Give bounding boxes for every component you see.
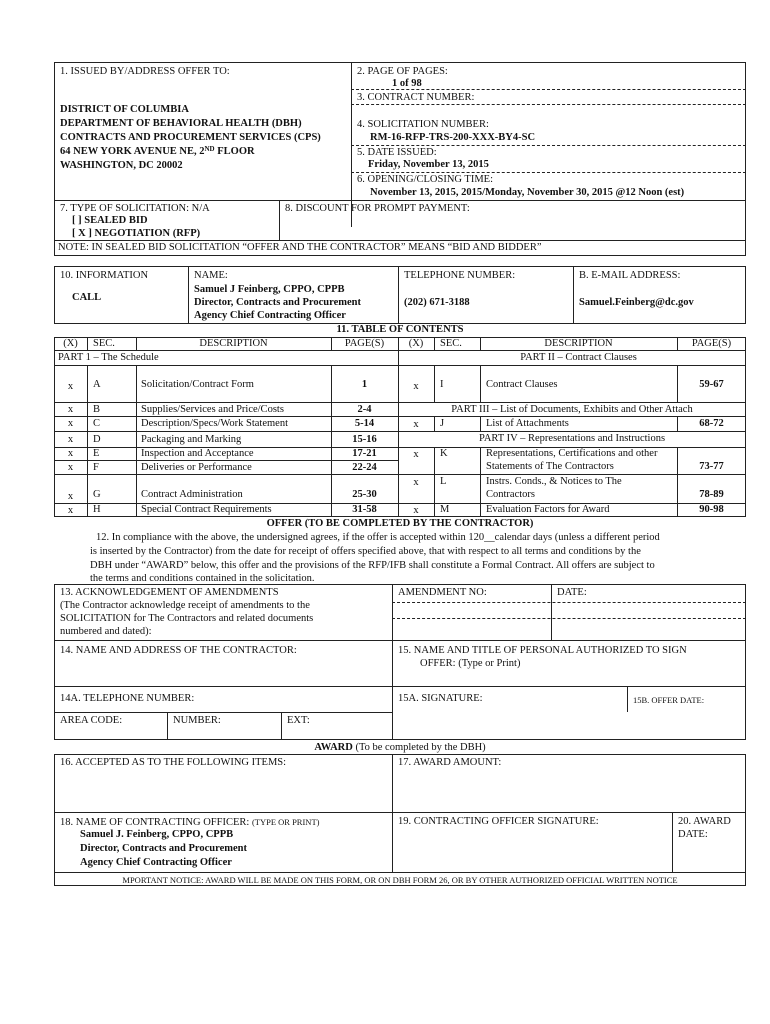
email-label: B. E-MAIL ADDRESS: — [579, 270, 681, 281]
toc-row-description: Inspection and Acceptance — [141, 448, 254, 459]
toc-row-x: x — [67, 448, 74, 459]
contact-title: Director, Contracts and Procurement — [194, 297, 361, 308]
opening-closing-time: November 13, 2015, 2015/Monday, November 30, 2015 @12 Noon (est) — [370, 187, 685, 198]
discount-label: 8. DISCOUNT FOR PROMPT PAYMENT: — [285, 203, 470, 214]
name-label: NAME: — [194, 270, 228, 281]
contact-title: Agency Chief Contracting Officer — [194, 310, 346, 321]
toc-row-x: x — [413, 477, 419, 488]
toc-part-3: PART III – List of Documents, Exhibits and Other Attach — [451, 404, 693, 415]
toc-row-sec: B — [93, 404, 101, 415]
telephone-label: TELEPHONE NUMBER: — [404, 270, 516, 281]
issuer-line: DEPARTMENT OF BEHAVIORAL HEALTH (DBH) — [60, 118, 302, 129]
contracting-officer-label: 18. NAME OF CONTRACTING OFFICER: (TYPE OR PRINT) — [60, 817, 320, 828]
toc-row-pages: 22-24 — [352, 462, 377, 473]
date-issued: Friday, November 13, 2015 — [368, 159, 489, 170]
amendments-text: numbered and dated): — [60, 626, 152, 637]
solicitation-number: RM-16-RFP-TRS-200-XXX-BY4-SC — [370, 132, 536, 143]
toc-row-pages: 1 — [361, 379, 368, 390]
authorized-signer-label-cont: OFFER: (Type or Print) — [420, 658, 521, 669]
ext-label: EXT: — [287, 715, 310, 726]
award-amount-label: 17. AWARD AMOUNT: — [398, 757, 502, 768]
toc-row-pages: 78-89 — [699, 489, 724, 500]
offer-title: OFFER (TO BE COMPLETED BY THE CONTRACTOR) — [266, 518, 534, 529]
toc-header-sec: SEC. — [93, 338, 115, 349]
toc-header-description: DESCRIPTION — [199, 338, 268, 349]
toc-row-description-cont: Statements of The Contractors — [486, 461, 614, 472]
amendments-text: (The Contractor acknowledge receipt of amendments to the — [60, 600, 310, 611]
toc-part-1: PART 1 – The Schedule — [58, 352, 159, 363]
toc-title: 11. TABLE OF CONTENTS — [336, 324, 464, 335]
toc-header-pages: PAGE(S) — [691, 338, 732, 349]
signature-label: 15A. SIGNATURE: — [398, 693, 483, 704]
issuer-address: 64 NEW YORK AVENUE NE, 2ND FLOOR — [60, 145, 255, 157]
sealed-bid-option: [ ] SEALED BID — [72, 215, 148, 226]
information-label: 10. INFORMATION — [60, 270, 149, 281]
toc-header-pages: PAGE(S) — [344, 338, 385, 349]
toc-row-sec: E — [93, 448, 100, 459]
toc-row-x: x — [67, 462, 74, 473]
solicitation-number-label: 4. SOLICITATION NUMBER: — [357, 119, 489, 130]
toc-row-description: Supplies/Services and Price/Costs — [141, 404, 284, 415]
toc-row-description: Contract Administration — [141, 489, 243, 500]
area-code-label: AREA CODE: — [60, 715, 123, 726]
toc-row-pages: 5-14 — [354, 418, 375, 429]
amendment-no-label: AMENDMENT NO: — [398, 587, 487, 598]
toc-row-x: x — [67, 404, 74, 415]
toc-row-sec: A — [93, 379, 101, 390]
contract-number-label: 3. CONTRACT NUMBER: — [357, 92, 475, 103]
toc-row-pages: 17-21 — [352, 448, 377, 459]
issued-by-label: 1. ISSUED BY/ADDRESS OFFER TO: — [60, 66, 230, 77]
award-date-label-cont: DATE: — [678, 829, 708, 840]
toc-row-x: x — [67, 434, 74, 445]
contracting-officer-title: Agency Chief Contracting Officer — [80, 857, 232, 868]
toc-row-sec: F — [93, 462, 99, 473]
toc-row-pages: 2-4 — [357, 404, 372, 415]
toc-row-x: x — [67, 491, 74, 502]
page-value: 1 of 98 — [392, 78, 422, 89]
toc-row-description: Contract Clauses — [486, 379, 558, 390]
telephone-value: (202) 671-3188 — [404, 297, 470, 308]
toc-row-sec: H — [93, 504, 101, 515]
toc-row-description: Description/Specs/Work Statement — [141, 418, 288, 429]
sealed-bid-note: NOTE: IN SEALED BID SOLICITATION “OFFER AND THE CONTRACTOR” MEANS “BID AND BIDDER” — [58, 242, 542, 253]
toc-part-4: PART IV – Representations and Instructions — [478, 433, 666, 444]
toc-row-description: Instrs. Conds., & Notices to The — [486, 476, 622, 487]
toc-row-sec: L — [440, 476, 447, 487]
toc-row-sec: J — [440, 418, 445, 429]
toc-row-description: Special Contract Requirements — [141, 504, 272, 515]
toc-row-x: x — [67, 418, 74, 429]
date-issued-label: 5. DATE ISSUED: — [357, 147, 437, 158]
toc-part-2: PART II – Contract Clauses — [520, 352, 637, 363]
offer-paragraph-line: the terms and conditions contained in the solicitation. — [90, 573, 315, 584]
toc-row-pages: 68-72 — [699, 418, 724, 429]
toc-row-description: Deliveries or Performance — [141, 462, 252, 473]
toc-header-x: (X) — [408, 338, 424, 349]
amendments-text: SOLICITATION for The Contractors and related documents — [60, 613, 314, 624]
offer-paragraph-line: is inserted by the Contractor) from the date for receipt of offers specified above, that with respect to all terms and conditions by the — [90, 546, 641, 557]
toc-header-x: (X) — [63, 338, 78, 349]
toc-row-sec: D — [93, 434, 101, 445]
award-title: AWARD (To be completed by the DBH) — [314, 742, 486, 753]
toc-row-x: x — [413, 419, 419, 430]
telephone-number-label: 14A. TELEPHONE NUMBER: — [60, 693, 195, 704]
toc-row-x: x — [67, 381, 74, 392]
toc-row-pages: 25-30 — [352, 489, 377, 500]
toc-header-sec: SEC. — [440, 338, 462, 349]
authorized-signer-label: 15. NAME AND TITLE OF PERSONAL AUTHORIZED TO SIGN — [398, 645, 687, 656]
toc-row-sec: C — [93, 418, 101, 429]
award-date-label: 20. AWARD — [678, 816, 731, 827]
offer-date-label: 15B. OFFER DATE: — [633, 695, 705, 705]
email-value: Samuel.Feinberg@dc.gov — [579, 297, 694, 308]
toc-row-description: Evaluation Factors for Award — [486, 504, 610, 515]
issuer-city: WASHINGTON, DC 20002 — [60, 160, 183, 171]
accepted-items-label: 16. ACCEPTED AS TO THE FOLLOWING ITEMS: — [60, 757, 287, 768]
amendment-date-label: DATE: — [557, 587, 587, 598]
contractor-name-label: 14. NAME AND ADDRESS OF THE CONTRACTOR: — [60, 645, 297, 656]
toc-row-sec: G — [93, 489, 101, 500]
toc-row-pages: 15-16 — [352, 434, 377, 445]
toc-row-x: x — [413, 449, 419, 460]
contracting-officer-name: Samuel J. Feinberg, CPPO, CPPB — [80, 829, 234, 840]
toc-row-description: Packaging and Marking — [141, 434, 242, 445]
officer-signature-label: 19. CONTRACTING OFFICER SIGNATURE: — [398, 816, 599, 827]
toc-row-sec: M — [440, 504, 450, 515]
toc-row-sec: K — [440, 448, 448, 459]
toc-row-sec: I — [440, 379, 444, 390]
toc-row-pages: 59-67 — [699, 379, 724, 390]
solicitation-type-label: 7. TYPE OF SOLICITATION: N/A — [60, 203, 210, 214]
issuer-line: DISTRICT OF COLUMBIA — [60, 104, 189, 115]
offer-paragraph-line: DBH under “AWARD” below, this offer and the provisions of the RFP/IFB shall constitute a Formal Contract. All offers are subject to — [90, 560, 655, 571]
page-label: 2. PAGE OF PAGES: — [357, 66, 448, 77]
toc-row-x: x — [413, 505, 419, 516]
amendments-label: 13. ACKNOWLEDGEMENT OF AMENDMENTS — [60, 587, 279, 598]
toc-row-description: Solicitation/Contract Form — [141, 379, 254, 390]
issuer-line: CONTRACTS AND PROCUREMENT SERVICES (CPS) — [60, 132, 321, 143]
toc-row-pages: 31-58 — [352, 504, 377, 515]
toc-row-pages: 90-98 — [699, 504, 724, 515]
contracting-officer-title: Director, Contracts and Procurement — [80, 843, 247, 854]
negotiation-option: [ X ] NEGOTIATION (RFP) — [72, 228, 201, 239]
toc-row-x: x — [67, 505, 74, 516]
important-notice: MPORTANT NOTICE: AWARD WILL BE MADE ON THIS FORM, OR ON DBH FORM 26, OR BY OTHER AUTHORIZED OFFICIAL WRITTEN NOTICE — [122, 875, 678, 885]
toc-row-description: Representations, Certifications and other — [486, 448, 658, 459]
toc-row-description: List of Attachments — [486, 418, 569, 429]
contact-name: Samuel J Feinberg, CPPO, CPPB — [194, 284, 345, 295]
opening-closing-label: 6. OPENING/CLOSING TIME: — [357, 174, 494, 185]
toc-row-description-cont: Contractors — [486, 489, 535, 500]
offer-paragraph-line: 12. In compliance with the above, the undersigned agrees, if the offer is accepted within 120__calendar days (unless a different period — [96, 532, 660, 543]
call-label: CALL — [72, 292, 102, 303]
number-label: NUMBER: — [173, 715, 221, 726]
toc-header-description: DESCRIPTION — [544, 338, 613, 349]
toc-row-pages: 73-77 — [699, 461, 724, 472]
toc-row-x: x — [413, 381, 419, 392]
